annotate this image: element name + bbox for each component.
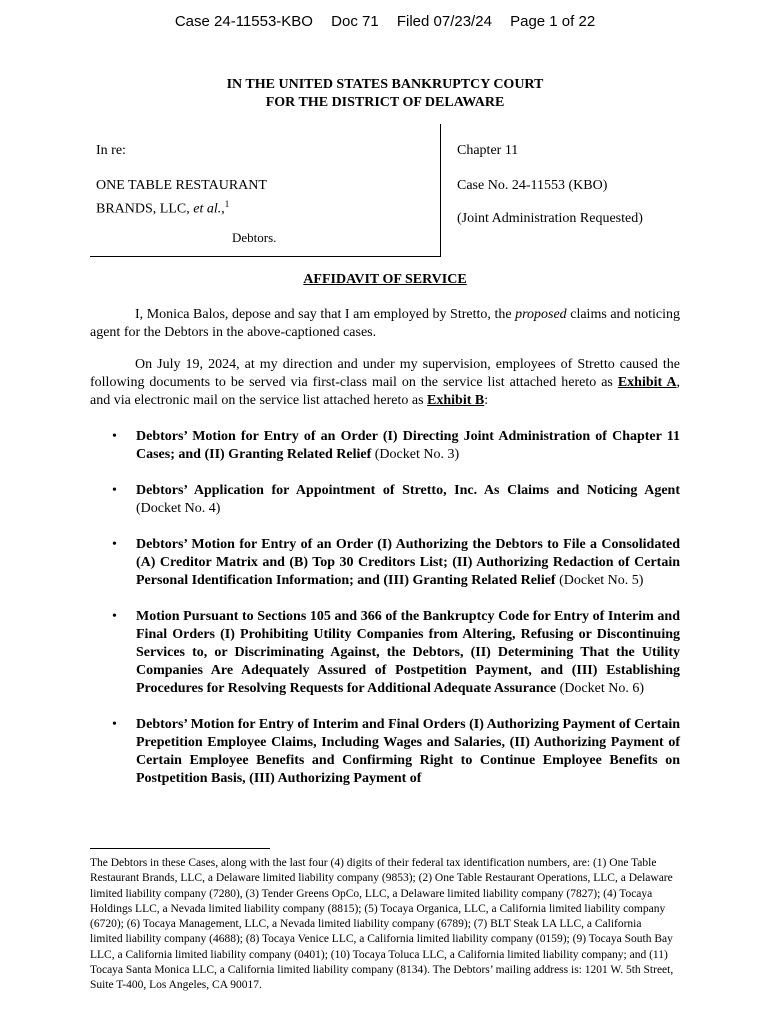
doc-number-header: Doc 71 [331,13,379,30]
document-title-bold: Debtors’ Motion for Entry of an Order (I) Authorizing the Debtors to File a Consolidated (A) Creditor Matrix and (B) Top 30 Creditors List; (II) Authorizing Redaction of Certain Personal Identification Information; and (III) Granting Related Relief [136,537,680,588]
in-re-label: In re: [96,143,126,158]
footnote-marker: 1 [224,199,230,209]
paragraph-1 [90,306,680,342]
list-item [90,716,680,788]
bullet-dot: • [112,717,117,732]
para1-text-b: claims and noticing agent for the Debtors in the above-captioned cases. [90,307,680,340]
paragraph-2 [90,356,680,410]
list-item [90,536,680,590]
para2-text-c: : [484,393,489,408]
bullet-dot: • [112,483,117,498]
list-item [90,608,680,698]
footnote: The Debtors in these Cases, along with the last four (4) digits of their federal tax identification numbers, are: (1) One Table Restaurant Brands, LLC, a Delaware limited liability company (9853); (2) One Table Restaurant Operations, LLC, a Delaware limited liability company (7280), (3) Tender Greens OpCo, LLC, a Delaware limited liability company (7827); (4) Tocaya Holdings LLC, a Nevada limited liability company (8815); (5) Tocaya Organica, LLC, a California limited liability company (6720); (6) Tocaya Management, LLC, a Nevada limited liability company (6789); (7) BLT Steak LA LLC, a California limited liability company (4688); (8) Tocaya Venice LLC, a California limited liability company (0159); (9) Tocaya South Bay LLC, a California limited liability company (0401); (10) Tocaya Toluca LLC, a California limited liability company; and (11) Tocaya Santa Monica LLC, a California limited liability company (8134). The Debtors’ mailing address is: 1201 W. 5th Street, Suite T-400, Los Angeles, CA 90017. [90,857,674,992]
para1-italic: proposed [515,307,567,322]
exhibit-a-ref: Exhibit A [617,375,677,390]
bullet-dot: • [112,537,117,552]
document-title-bold: Debtors’ Motion for Entry of an Order (I) Directing Joint Administration of Chapter 11 Cases; and (II) Granting Related Relief [136,429,680,462]
para2-text-a: On July 19, 2024, at my direction and under my supervision, employees of Stretto caused the following documents to be served via first-class mail on the service list attached hereto as [90,357,680,390]
chapter-label: Chapter 11 [457,143,519,158]
served-documents-list [90,428,680,806]
court-line-2: FOR THE DISTRICT OF DELAWARE [265,95,505,110]
footnote-divider [90,848,270,849]
et-al: et al. [193,201,222,217]
document-title-bold: Motion Pursuant to Sections 105 and 366 of the Bankruptcy Code for Entry of Interim and Final Orders (I) Prohibiting Utility Companies from Altering, Refusing or Discontinuing Services to, or Discriminating Against, the Debtors, (II) Determining That the Utility Companies Are Adequately Assured of Postpetition Payment, and (III) Establishing Procedures for Resolving Requests for Additional Adequate Assurance [136,609,680,696]
court-line-1: IN THE UNITED STATES BANKRUPTCY COURT [226,77,544,92]
case-number: Case No. 24-11553 (KBO) [457,178,608,193]
para2-text-b: , and via electronic mail on the service list attached hereto as [90,375,680,408]
bullet-dot: • [112,429,117,444]
document-title-bold: Debtors’ Application for Appointment of Stretto, Inc. As Claims and Noticing Agent [136,483,680,498]
docket-ref: (Docket No. 4) [136,501,221,516]
document-title-bold: Debtors’ Motion for Entry of Interim and Final Orders (I) Authorizing Payment of Certain Prepetition Employee Claims, Including Wages and Salaries, (II) Authorizing Payment of Certain Employee Benefits and Confirming Right to Continue Employee Benefits on Postpetition Basis, (III) Authorizing Payment of [136,717,680,786]
debtors-label: Debtors. [232,230,277,245]
docket-ref: (Docket No. 3) [371,447,460,462]
case-caption-left [90,124,441,257]
para1-text-a: I, Monica Balos, depose and say that I am employed by Stretto, the [135,307,516,322]
bullet-dot: • [112,609,117,624]
list-item [90,482,680,518]
docket-ref: (Docket No. 6) [556,681,645,696]
debtor-party-name [96,177,267,219]
docket-ref: (Docket No. 5) [555,573,644,588]
document-title: AFFIDAVIT OF SERVICE [303,272,467,287]
party-comma: , [221,201,225,217]
exhibit-b-ref: Exhibit B [427,393,485,408]
case-number-header: Case 24-11553-KBO [174,13,313,30]
page-number-header: Page 1 of 22 [510,13,596,30]
party-line-1: ONE TABLE RESTAURANT [96,178,267,193]
court-name [0,76,770,112]
party-line-2 [96,195,267,219]
joint-administration: (Joint Administration Requested) [457,211,643,226]
filing-header [0,13,770,30]
list-item [90,428,680,464]
party-line-2-text: BRANDS, LLC, [96,201,194,217]
filed-date-header: Filed 07/23/24 [396,13,492,30]
